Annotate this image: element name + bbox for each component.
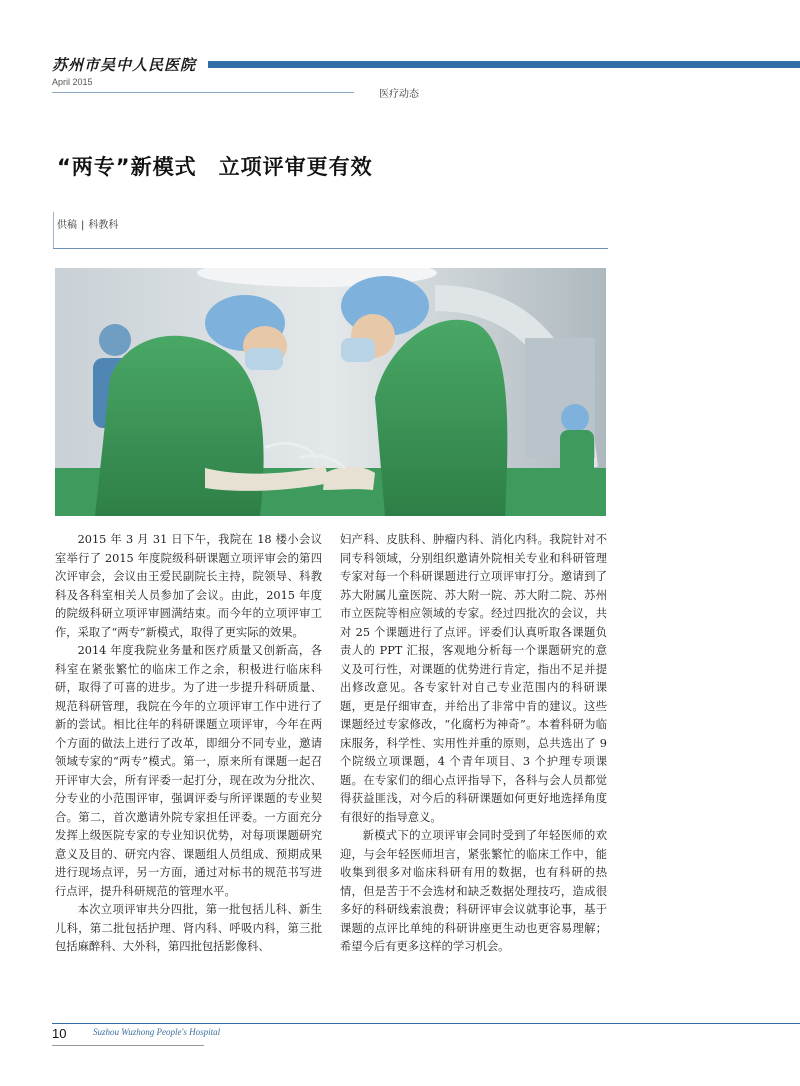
byline — [57, 216, 118, 231]
byline-vertical-rule — [53, 212, 54, 249]
page-number: 10 — [52, 1026, 67, 1041]
article-body-left-column — [55, 531, 322, 957]
body-paragraph: 新模式下的立项评审会同时受到了年轻医师的欢迎，与会年轻医师坦言，紧张繁忙的临床工作中，能收集到很多对临床科研有用的数据，也有科研的热情，但是苦于不会选材和缺乏数据处理技巧，造成很多好的科研线索浪费；科研评审会议就事论事，基于课题的点评比单纯的科研讲座更生动也更容易理解；希望今后有更多这样的学习机会。 — [340, 829, 607, 953]
footer-rule — [52, 1023, 800, 1024]
body-paragraph: 妇产科、皮肤科、肿瘤内科、消化内科。我院针对不同专科领域，分别组织邀请外院相关专业和科研管理专家对每一个科研课题进行立项评审打分。邀请到了苏大附属儿童医院、苏大附一院、苏大附二院、苏州市立医院等相应领域的专家。经过四批次的会议，共对 25 个课题进行了点评。评委们认真听取各课题负责人的 PPT 汇报，客观地分析每一个课题研究的意义及可行性，对课题的优势进行肯定，指出不足并提出修改意见。各专家针对自己专业范围内的科研课题，更是仔细审查，并给出了非常中肯的建议。这些课题经过专家修改，“化腐朽为神奇”。本着科研为临床服务，科学性、实用性并重的原则，总共选出了 9 个院级立项课题，4 个青年项目、3 个护理专项课题。在专家们的细心点评指导下，各科与会人员都觉得获益匪浅，对今后的科研课题如何更好地选择角度有很好的指导意义。 — [340, 533, 607, 824]
article-title: “两专”新模式 立项评审更有效 — [57, 155, 373, 179]
footer-hospital-name: Suzhou Wuzhong People's Hospital — [93, 1027, 221, 1037]
byline-label: 供稿 — [57, 220, 77, 231]
body-paragraph: 2014 年度我院业务量和医疗质量又创新高，各科室在紧张繁忙的临床工作之余，积极进行临床科研，取得了可喜的进步。为了进一步提升科研质量、规范科研管理，我院在今年的立项评审工作中进行了新的尝试。相比往年的科研课题立项评审，今年在两个方面的做法上进行了改革，即细分不同专业，邀请领域专家的“两专”模式。第一，原来所有课题一起召开评审大会，所有评委一起打分，现在改为分批次、分专业的小范围评审，强调评委与所评课题的专业契合。第二，首次邀请外院专家担任评委。一方面充分发挥上级医院专家的专业知识优势，对每项课题研究意义及目的、研究内容、课题组人员组成、预期成果进行现场点评，另一方面，通过对标书的规范书写进行点评，提升科研规范的管理水平。 — [55, 644, 322, 898]
masthead-title: 苏州市吴中人民医院 — [52, 56, 197, 74]
article-body-right-column — [340, 531, 607, 957]
byline-source: 科教科 — [88, 220, 119, 231]
byline-separator: | — [81, 220, 85, 231]
article-photo — [55, 268, 606, 516]
body-paragraph: 2015 年 3 月 31 日下午，我院在 18 楼小会议室举行了 2015 年度院级科研课题立项评审会的第四次评审会，会议由王爱民副院长主持，院领导、科教科及各科室相关人员参加了会议。由此，2015 年度的院级科研立项评审圆满结束。而今年的立项评审工作，采取了“两专”新模式，取得了更实际的效果。 — [55, 533, 322, 639]
byline-horizontal-rule — [53, 248, 608, 249]
header-thin-rule — [52, 92, 354, 93]
header-accent-bar — [208, 61, 800, 68]
page-number-underline — [52, 1045, 204, 1046]
section-label: 医疗动态 — [379, 89, 419, 100]
body-paragraph: 本次立项评审共分四批，第一批包括儿科、新生儿科，第二批包括护理、肾内科、呼吸内科，第三批包括麻醉科、大外科，第四批包括影像科、 — [55, 903, 322, 953]
issue-date: April 2015 — [52, 77, 93, 87]
